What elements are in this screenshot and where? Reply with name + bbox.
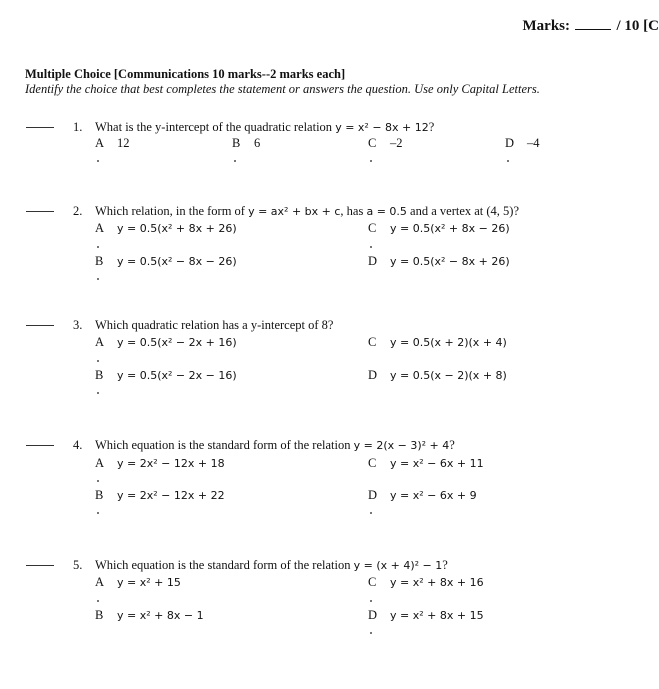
- question-text: Which equation is the standard form of the relation y = 2(x − 3)² + 4?: [95, 438, 455, 452]
- section-title: Multiple Choice [Communications 10 marks--2 marks each]: [25, 67, 346, 81]
- question-math: y = 2(x − 3)² + 4: [353, 439, 450, 452]
- question-text: Which equation is the standard form of the relation y = (x + 4)² − 1?: [95, 558, 448, 572]
- choice-marker: [97, 246, 99, 248]
- choice-b[interactable]: B y = 0.5(x² − 2x − 16): [95, 368, 237, 382]
- choice-c[interactable]: C y = 0.5(x² + 8x − 26): [368, 221, 510, 235]
- question-4: [0, 438, 659, 548]
- choice-c[interactable]: C y = 0.5(x + 2)(x + 4): [368, 335, 507, 349]
- choice-marker: [370, 512, 372, 514]
- choice-marker: [370, 632, 372, 634]
- choice-marker: [370, 600, 372, 602]
- choice-marker: [97, 278, 99, 280]
- question-2: [0, 204, 659, 314]
- question-math: y = x² − 8x + 12: [335, 121, 429, 134]
- choice-d[interactable]: D y = x² + 8x + 15: [368, 608, 484, 622]
- marks-blank[interactable]: [575, 28, 611, 30]
- choice-marker: [370, 246, 372, 248]
- answer-blank[interactable]: [26, 211, 54, 212]
- question-text: Which quadratic relation has a y-intercept of 8?: [95, 318, 334, 332]
- question-number: 1.: [73, 120, 83, 134]
- choice-marker: [97, 392, 99, 394]
- choice-a[interactable]: A y = 2x² − 12x + 18: [95, 456, 225, 470]
- choice-b[interactable]: B y = 0.5(x² − 8x − 26): [95, 254, 237, 268]
- section-instructions: Identify the choice that best completes the statement or answers the question. Use only Capital Letters.: [25, 82, 540, 96]
- choice-marker: [507, 160, 509, 162]
- answer-blank[interactable]: [26, 565, 54, 566]
- question-text: What is the y-intercept of the quadratic relation y = x² − 8x + 12?: [95, 120, 435, 134]
- question-text: Which relation, in the form of y = ax² + bx + c, has a = 0.5 and a vertex at (4, 5)?: [95, 204, 520, 218]
- choice-b[interactable]: B 6: [232, 136, 261, 150]
- choice-c[interactable]: C –2: [368, 136, 403, 150]
- choice-b[interactable]: B y = x² + 8x − 1: [95, 608, 204, 622]
- answer-blank[interactable]: [26, 127, 54, 128]
- choice-marker: [97, 512, 99, 514]
- choice-a[interactable]: A y = x² + 15: [95, 575, 181, 589]
- choice-marker: [97, 360, 99, 362]
- choice-c[interactable]: C y = x² − 6x + 11: [368, 456, 484, 470]
- question-3: [0, 318, 659, 428]
- choice-a[interactable]: A 12: [95, 136, 130, 150]
- choice-marker: [97, 480, 99, 482]
- choice-marker: [97, 160, 99, 162]
- choice-c[interactable]: C y = x² + 8x + 16: [368, 575, 484, 589]
- marks-total: / 10 [C: [616, 18, 659, 34]
- question-5: [0, 558, 659, 668]
- question-number: 5.: [73, 558, 83, 572]
- marks-header: [523, 18, 659, 35]
- choice-marker: [97, 600, 99, 602]
- question-math: y = (x + 4)² − 1: [353, 559, 443, 572]
- choice-a[interactable]: A y = 0.5(x² + 8x + 26): [95, 221, 237, 235]
- choice-d[interactable]: D y = 0.5(x − 2)(x + 8): [368, 368, 507, 382]
- answer-blank[interactable]: [26, 325, 54, 326]
- choice-a[interactable]: A y = 0.5(x² − 2x + 16): [95, 335, 237, 349]
- choice-d[interactable]: D –4: [505, 136, 540, 150]
- choice-d[interactable]: D y = 0.5(x² − 8x + 26): [368, 254, 510, 268]
- choice-b[interactable]: B y = 2x² − 12x + 22: [95, 488, 225, 502]
- marks-label: Marks:: [522, 18, 570, 34]
- question-number: 2.: [73, 204, 83, 218]
- choice-marker: [234, 160, 236, 162]
- answer-blank[interactable]: [26, 445, 54, 446]
- question-number: 4.: [73, 438, 83, 452]
- choice-d[interactable]: D y = x² − 6x + 9: [368, 488, 477, 502]
- question-number: 3.: [73, 318, 83, 332]
- choice-marker: [370, 160, 372, 162]
